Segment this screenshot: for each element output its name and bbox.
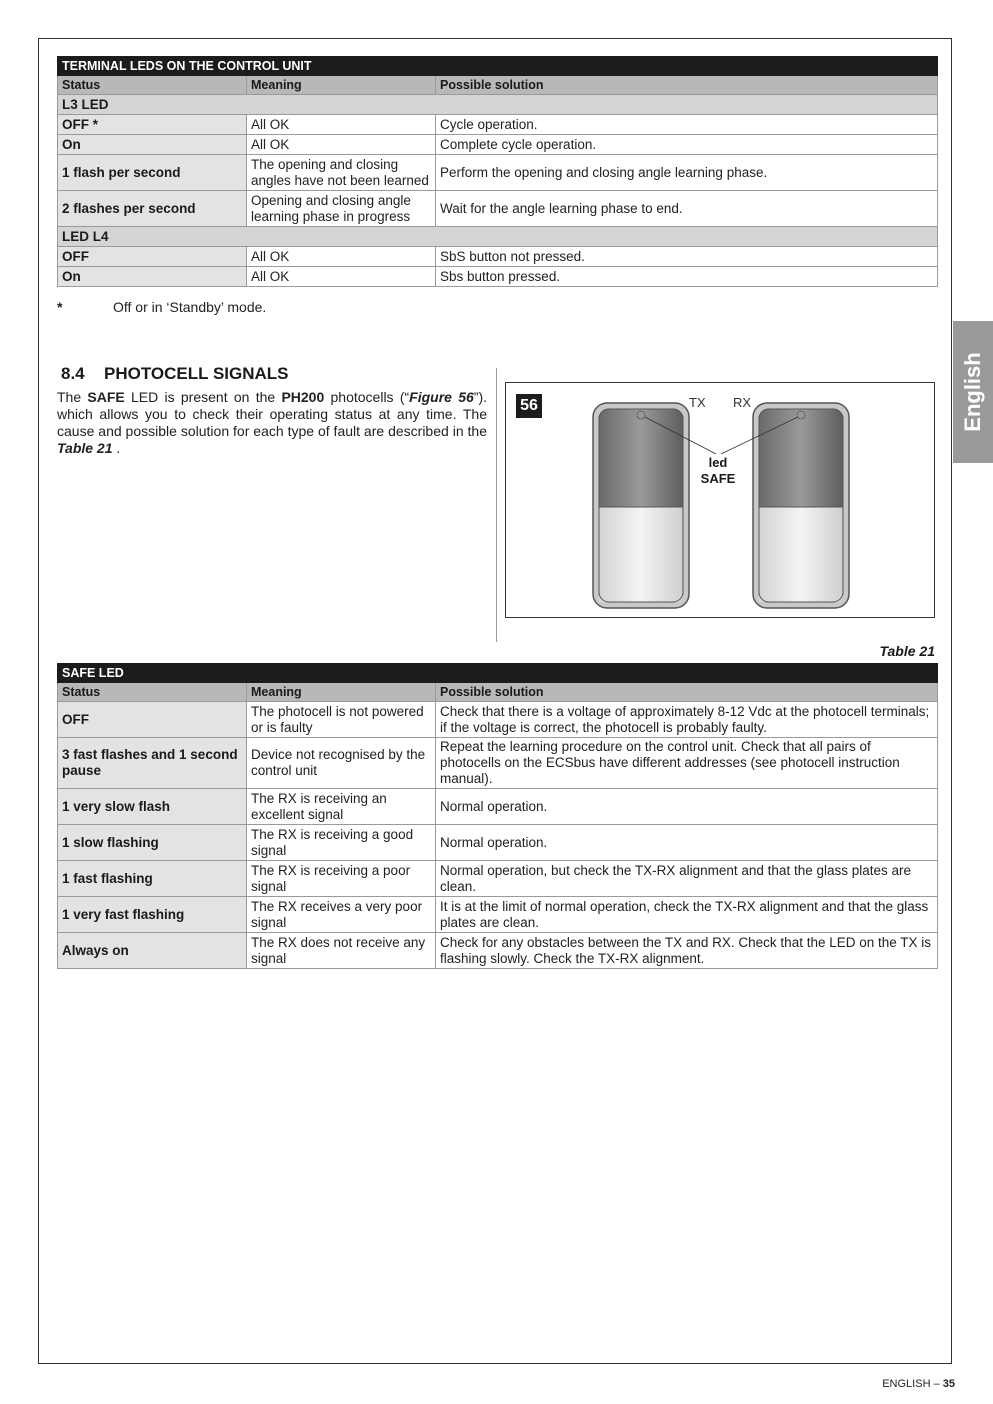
meaning-cell: The photocell is not powered or is faulty — [247, 702, 436, 738]
figure-56 — [505, 382, 935, 618]
footer-language: ENGLISH – — [882, 1378, 943, 1390]
text-run-bold: PH200 — [281, 389, 325, 405]
column-header-meaning: Meaning — [247, 76, 436, 95]
column-divider — [496, 368, 497, 642]
table-row — [58, 897, 938, 933]
tx-label: TX — [689, 395, 706, 410]
meaning-cell: All OK — [247, 135, 436, 155]
solution-cell: Normal operation. — [436, 825, 938, 861]
status-cell: OFF * — [58, 115, 247, 135]
safe-led-table — [57, 663, 938, 969]
group-label: L3 LED — [58, 95, 938, 115]
table-row — [58, 247, 938, 267]
status-cell: On — [58, 267, 247, 287]
solution-cell: Check for any obstacles between the TX and RX. Check that the LED on the TX is flashing slowly. Check the TX-RX alignment. — [436, 933, 938, 969]
table-caption: Table 21 — [879, 643, 935, 659]
status-cell: OFF — [58, 247, 247, 267]
solution-cell: Repeat the learning procedure on the control unit. Check that all pairs of photocells on the ECSbus have different addresses (see photocell instruction manual). — [436, 738, 938, 789]
section-title: PHOTOCELL SIGNALS — [104, 364, 289, 383]
column-header-meaning: Meaning — [247, 683, 436, 702]
status-cell: 2 flashes per second — [58, 191, 247, 227]
table-row — [58, 861, 938, 897]
language-tab — [953, 321, 993, 463]
column-header-solution: Possible solution — [436, 683, 938, 702]
text-run: photocells (“ — [324, 389, 410, 405]
footnote — [57, 299, 266, 315]
text-run: ”). which allows you to check their operating status at any time. The cause and possible solution for each type of fault are described in the — [57, 389, 487, 439]
solution-cell: Normal operation. — [436, 789, 938, 825]
table-row — [58, 789, 938, 825]
column-header-status: Status — [58, 683, 247, 702]
meaning-cell: The RX receives a very poor signal — [247, 897, 436, 933]
solution-cell: Wait for the angle learning phase to end. — [436, 191, 938, 227]
status-cell: Always on — [58, 933, 247, 969]
solution-cell: Cycle operation. — [436, 115, 938, 135]
table-row — [58, 115, 938, 135]
section-heading — [61, 364, 289, 384]
tx-photocell — [593, 403, 689, 608]
status-cell: 1 very slow flash — [58, 789, 247, 825]
rx-label: RX — [733, 395, 752, 410]
status-cell: 1 slow flashing — [58, 825, 247, 861]
figure-reference: Figure 56 — [409, 389, 474, 405]
meaning-cell: The RX does not receive any signal — [247, 933, 436, 969]
table-row — [58, 267, 938, 287]
table-title: TERMINAL LEDS ON THE CONTROL UNIT — [58, 57, 938, 76]
table-row — [58, 155, 938, 191]
meaning-cell: All OK — [247, 115, 436, 135]
meaning-cell: All OK — [247, 247, 436, 267]
led-safe-label — [694, 455, 742, 487]
meaning-cell: The RX is receiving an excellent signal — [247, 789, 436, 825]
status-cell: OFF — [58, 702, 247, 738]
group-label: LED L4 — [58, 227, 938, 247]
status-cell: 1 flash per second — [58, 155, 247, 191]
safe-label: SAFE — [700, 471, 736, 486]
solution-cell: Perform the opening and closing angle learning phase. — [436, 155, 938, 191]
text-run: The — [57, 389, 88, 405]
meaning-cell: Device not recognised by the control unit — [247, 738, 436, 789]
meaning-cell: Opening and closing angle learning phase in progress — [247, 191, 436, 227]
column-header-solution: Possible solution — [436, 76, 938, 95]
page-footer — [882, 1378, 955, 1390]
meaning-cell: The RX is receiving a good signal — [247, 825, 436, 861]
status-cell: 1 very fast flashing — [58, 897, 247, 933]
table-row — [58, 933, 938, 969]
column-header-status: Status — [58, 76, 247, 95]
terminal-leds-table — [57, 56, 938, 287]
status-cell: On — [58, 135, 247, 155]
photocell-illustration — [506, 383, 936, 619]
section-paragraph — [57, 389, 487, 457]
table-row — [58, 702, 938, 738]
figure-number: 56 — [516, 394, 542, 418]
table-reference: Table 21 — [57, 440, 113, 456]
table-row — [58, 738, 938, 789]
status-cell: 3 fast flashes and 1 second pause — [58, 738, 247, 789]
solution-cell: Complete cycle operation. — [436, 135, 938, 155]
section-number: 8.4 — [61, 364, 85, 383]
table-row — [58, 135, 938, 155]
solution-cell: It is at the limit of normal operation, check the TX-RX alignment and that the glass plates are clean. — [436, 897, 938, 933]
rx-photocell — [753, 403, 849, 608]
led-label: led — [708, 455, 728, 470]
text-run: . — [112, 440, 121, 456]
meaning-cell: The opening and closing angles have not been learned — [247, 155, 436, 191]
footnote-marker: * — [57, 299, 63, 315]
solution-cell: Sbs button pressed. — [436, 267, 938, 287]
table-row — [58, 825, 938, 861]
page-number: 35 — [942, 1378, 955, 1390]
meaning-cell: All OK — [247, 267, 436, 287]
text-run-bold: SAFE — [87, 389, 125, 405]
table-title: SAFE LED — [58, 664, 938, 683]
solution-cell: Check that there is a voltage of approximately 8-12 Vdc at the photocell terminals; if the voltage is correct, the photocell is probably faulty. — [436, 702, 938, 738]
language-tab-label: English — [960, 352, 985, 432]
footnote-text: Off or in ‘Standby’ mode. — [113, 299, 267, 315]
meaning-cell: The RX is receiving a poor signal — [247, 861, 436, 897]
solution-cell: Normal operation, but check the TX-RX alignment and that the glass plates are clean. — [436, 861, 938, 897]
status-cell: 1 fast flashing — [58, 861, 247, 897]
solution-cell: SbS button not pressed. — [436, 247, 938, 267]
table-row — [58, 191, 938, 227]
text-run: LED is present on the — [124, 389, 282, 405]
